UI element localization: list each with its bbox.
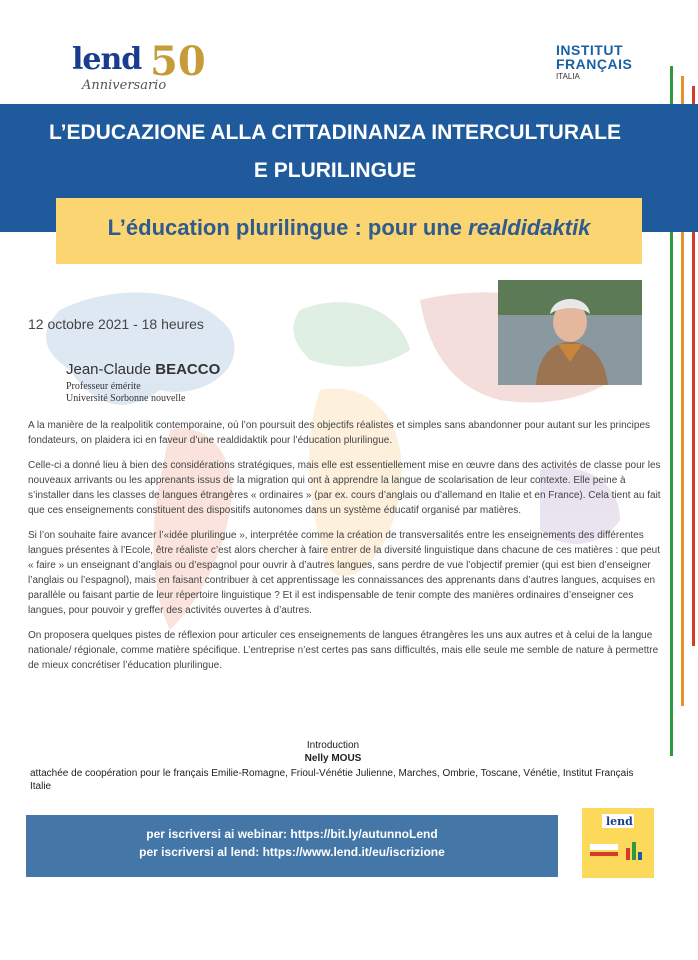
abstract-paragraph-3: Si l’on souhaite faire avancer l’«idée plurilingue », interprétée comme la création de transversalités entre les enseignements des différentes langues présentes à l’Ecole, être réaliste c’est alors chercher à faire entrer de la diversité linguistique dans chacune de ces matières : que peut « faire » un enseignant d’anglais ou d’espagnol pour ouvrir à d’autres langues, sans perdre de vue l’objectif premier (qui est bien d’enseigner l’anglais ou l’espagnol), mais en faisant contribuer à cet apprentissage les connaissances des apprenants dans d’autres langues, acquises en parallèle ou faisant partie de leur répertoire linguistique ? Et il est indispensable de tenir compte des manières ordinaires d’enseigner ces langues, pour pouvoir y greffer des activités ouvertes à d’autres. xyxy=(28,530,661,616)
speaker-last-name: BEACCO xyxy=(155,361,221,378)
page-title xyxy=(0,114,670,190)
speaker-first-name: Jean-Claude xyxy=(66,361,156,378)
institut-logo-line3: ITALIA xyxy=(556,72,580,81)
registration-band xyxy=(26,815,558,877)
title-line2: E PLURILINGUE xyxy=(253,159,417,182)
lend-small-logo xyxy=(582,808,654,878)
subtitle-prefix: L’éducation plurilingue : pour une xyxy=(107,215,469,240)
introduction-role: attachée de coopération pour le français Emilie-Romagne, Frioul-Vénétie Julienne, Marches, Ombrie, Toscane, Vénétie, Institut Français Italie xyxy=(30,768,634,792)
speaker-role-university: Université Sorbonne nouvelle xyxy=(66,393,186,404)
subtitle xyxy=(56,215,642,241)
abstract-paragraph-2: Celle-ci a donné lieu à bien des considérations stratégiques, mais elle est essentiellement mise en œuvre dans des activités de classe pour les nouveaux arrivants ou les apprenants issus de la migration qui ont à apprendre la langue de scolarisation de leur contexte. Elle peine à s’installer dans les classes de langues étrangères « ordinaires » (par ex. cours d’anglais ou d’allemand en Italie et en France). Cela tient au fait que ces enseignements constituent des dispositifs autonomes dans un système éducatif organisé par matières. xyxy=(28,460,661,516)
introduction-name: Nelly MOUS xyxy=(304,753,362,764)
abstract-paragraph-1: A la manière de la realpolitik contemporaine, où l’on poursuit des objectifs réalistes et simples sans abandonner pour autant sur les principes fondateurs, on plaidera ici en faveur d’une realdidaktik pour l’éducation plurilingue. xyxy=(28,420,651,446)
title-line1: L’EDUCAZIONE ALLA CITTADINANZA INTERCULTURALE xyxy=(48,121,621,144)
abstract-text xyxy=(28,418,662,683)
lend-50-anniversario-logo xyxy=(72,38,206,98)
institut-francais-logo xyxy=(556,44,656,81)
introduction-label: Introduction xyxy=(306,740,360,751)
subtitle-box xyxy=(56,198,642,264)
speaker-name xyxy=(66,361,220,378)
lend-registration-link[interactable]: per iscriversi al lend: https://www.lend.it/eu/iscrizione xyxy=(139,845,445,859)
lend-logo-script: Anniversario xyxy=(82,78,167,93)
institut-logo-line1: INSTITUT xyxy=(556,42,623,58)
webinar-registration-link[interactable]: per iscriversi ai webinar: https://bit.ly/autunnoLend xyxy=(146,827,438,841)
subtitle-emphasis: realdidaktik xyxy=(468,215,591,240)
lend-logo-number: 50 xyxy=(150,38,206,85)
lend-small-logo-word: lend xyxy=(606,815,633,828)
speaker-role xyxy=(66,381,185,405)
speaker-portrait-image xyxy=(498,280,642,385)
lend-logo-word: lend xyxy=(72,42,142,77)
speaker-role-title: Professeur émérite xyxy=(66,381,141,392)
institut-logo-line2: FRANÇAIS xyxy=(556,56,633,72)
event-date: 12 octobre 2021 - 18 heures xyxy=(28,316,204,332)
speaker-photo xyxy=(498,280,642,385)
abstract-paragraph-4: On proposera quelques pistes de réflexion pour articuler ces enseignements de langues étrangères les uns aux autres et à celui de la langue nationale/ régionale, comme matière spécifique. L’entreprise n’est certes pas sans difficultés, mais elle seule me semble de nature à permettre de mieux concrétiser l’éducation plurilingue. xyxy=(28,630,659,671)
